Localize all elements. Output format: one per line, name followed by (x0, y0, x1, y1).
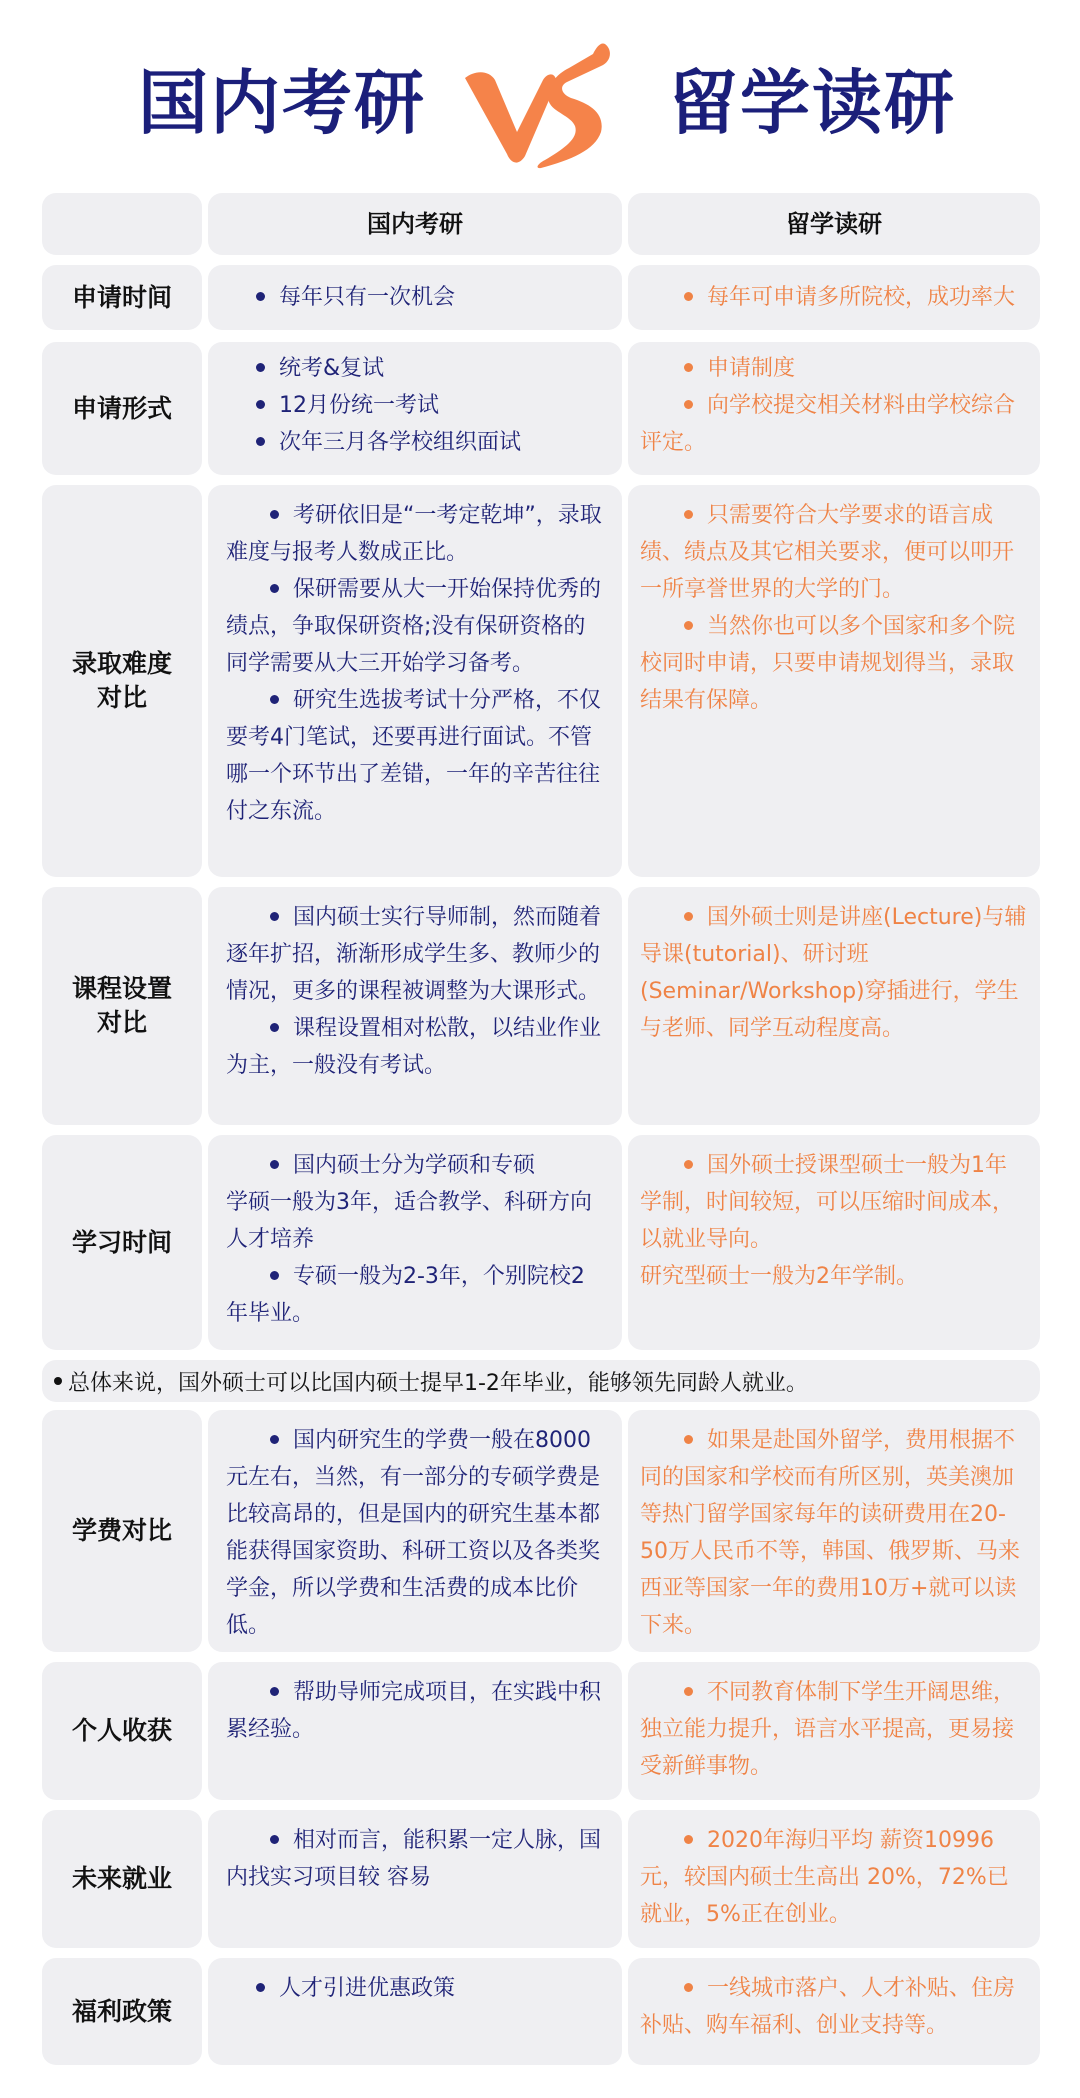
bullet-item: 国外硕士则是讲座(Lecture)与辅导课(tutorial)、研讨班(Seminar/Workshop)穿插进行，学生与老师、同学互动程度高。 (640, 905, 1027, 1041)
bullet-icon (684, 1835, 693, 1844)
domestic-cell (208, 1958, 622, 2065)
bullet-item: 考研依旧是“一考定乾坤”，录取难度与报考人数成正比。 (226, 503, 602, 565)
summary-note: 总体来说，国外硕士可以比国内硕士提早1-2年毕业，能够领先同龄人就业。 (42, 1360, 1040, 1402)
table-row (42, 1810, 1040, 1948)
table-row (42, 265, 1040, 330)
bullet-icon (270, 912, 279, 921)
title-domestic: 国内考研 (138, 62, 426, 144)
bullet-item: 不同教育体制下学生开阔思维，独立能力提升，语言水平提高，更易接受新鲜事物。 (640, 1680, 1016, 1779)
bullet-item: 课程设置相对松散，以结业作业为主，一般没有考试。 (226, 1016, 602, 1078)
row-label: 申请形式 (42, 342, 202, 475)
domestic-cell (208, 1662, 622, 1800)
table-row (42, 887, 1040, 1125)
bullet-item: 每年可申请多所院校，成功率大 (640, 279, 1028, 316)
bullet-icon (684, 1160, 693, 1169)
bullet-item: 相对而言，能积累一定人脉，国内找实习项目较 容易 (226, 1828, 602, 1890)
header-abroad: 留学读研 (628, 193, 1040, 255)
domestic-cell (208, 887, 622, 1125)
abroad-cell (628, 887, 1040, 1125)
abroad-cell (628, 1810, 1040, 1948)
bullet-icon (270, 1835, 279, 1844)
bullet-icon (684, 400, 693, 409)
bullet-icon (684, 510, 693, 519)
bullet-icon (270, 1023, 279, 1032)
row-label: 个人收获 (42, 1662, 202, 1800)
domestic-cell (208, 265, 622, 330)
row-label: 学习时间 (42, 1135, 202, 1350)
table-row (42, 1410, 1040, 1652)
bullet-item: 国内硕士分为学硕和专硕 (226, 1147, 604, 1184)
bullet-icon (256, 437, 265, 446)
row-label: 福利政策 (42, 1958, 202, 2065)
bullet-item: 国内硕士实行导师制，然而随着逐年扩招，渐渐形成学生多、教师少的情况，更多的课程被调整为大课形式。 (226, 905, 602, 1004)
bullet-icon (270, 510, 279, 519)
bullet-item: 专硕一般为2-3年，个别院校2年毕业。 (226, 1264, 585, 1326)
bullet-item: 每年只有一次机会 (226, 279, 604, 316)
bullet-icon (256, 1983, 265, 1992)
bullet-icon (684, 292, 693, 301)
row-label: 未来就业 (42, 1810, 202, 1948)
bullet-item: 统考&复试 (226, 350, 604, 387)
bullet-icon (256, 292, 265, 301)
bullet-icon (684, 912, 693, 921)
table-row (42, 1958, 1040, 2065)
abroad-cell (628, 1958, 1040, 2065)
bullet-icon (684, 621, 693, 630)
domestic-cell (208, 1135, 622, 1350)
bullet-item: 人才引进优惠政策 (226, 1970, 604, 2007)
abroad-cell (628, 1135, 1040, 1350)
bullet-item: 12月份统一考试 (226, 387, 604, 424)
row-label: 课程设置 对比 (42, 887, 202, 1125)
row-label: 学费对比 (42, 1410, 202, 1652)
bullet-icon (256, 363, 265, 372)
bullet-icon (270, 695, 279, 704)
bullet-item: 国内研究生的学费一般在8000元左右，当然，有一部分的专硕学费是比较高昂的，但是国内的研究生基本都能获得国家资助、科研工资以及各类奖学金，所以学费和生活费的成本比价低。 (226, 1428, 601, 1638)
page-title (0, 52, 1080, 152)
abroad-cell (628, 1662, 1040, 1800)
row-label: 申请时间 (42, 265, 202, 330)
bullet-icon (270, 584, 279, 593)
bullet-item: 申请制度 (640, 350, 1028, 387)
bullet-item: 一线城市落户、人才补贴、住房补贴、购车福利、创业支持等。 (640, 1976, 1016, 2038)
bullet-item: 次年三月各学校组织面试 (226, 424, 604, 461)
table-row (42, 1662, 1040, 1800)
abroad-cell (628, 485, 1040, 877)
bullet-item: 如果是赴国外留学，费用根据不同的国家和学校而有所区别，英美澳加等热门留学国家每年的读研费用在20-50万人民币不等，韩国、俄罗斯、马来西亚等国家一年的费用10万+就可以读下来。 (640, 1428, 1020, 1638)
text-line: 研究型硕士一般为2年学制。 (640, 1264, 918, 1289)
abroad-cell (628, 342, 1040, 475)
header-domestic: 国内考研 (208, 193, 622, 255)
vs-icon (455, 40, 625, 170)
row-label: 录取难度 对比 (42, 485, 202, 877)
bullet-icon (54, 1377, 62, 1385)
bullet-item: 国外硕士授课型硕士一般为1年学制，时间较短，可以压缩时间成本，以就业导向。 (640, 1153, 1015, 1252)
domestic-cell (208, 342, 622, 475)
bullet-icon (270, 1687, 279, 1696)
table-row (42, 1135, 1040, 1350)
text-line: 学硕一般为3年，适合教学、科研方向人才培养 (226, 1190, 592, 1252)
bullet-item: 2020年海归平均 薪资10996元，较国内硕士生高出 20%，72%已就业，5%正在创业。 (640, 1828, 1009, 1927)
bullet-icon (684, 1435, 693, 1444)
bullet-icon (684, 1983, 693, 1992)
bullet-icon (270, 1271, 279, 1280)
bullet-icon (270, 1435, 279, 1444)
bullet-item: 只需要符合大学要求的语言成绩、绩点及其它相关要求，便可以叩开一所享誉世界的大学的门。 (640, 503, 1015, 602)
bullet-item: 研究生选拔考试十分严格，不仅要考4门笔试，还要再进行面试。不管哪一个环节出了差错，一年的辛苦往往付之东流。 (226, 688, 602, 824)
bullet-icon (684, 1687, 693, 1696)
abroad-cell (628, 265, 1040, 330)
domestic-cell (208, 1810, 622, 1948)
bullet-item: 帮助导师完成项目，在实践中积累经验。 (226, 1680, 602, 1742)
header-empty-cell (42, 193, 202, 255)
bullet-icon (684, 363, 693, 372)
bullet-item: 当然你也可以多个国家和多个院校同时申请，只要申请规划得当，录取结果有保障。 (640, 614, 1016, 713)
abroad-cell (628, 1410, 1040, 1652)
table-header (42, 193, 1040, 255)
bullet-item: 保研需要从大一开始保持优秀的绩点，争取保研资格;没有保研资格的同学需要从大三开始学习备考。 (226, 577, 602, 676)
bullet-item: 向学校提交相关材料由学校综合评定。 (640, 393, 1016, 455)
bullet-icon (256, 400, 265, 409)
domestic-cell (208, 485, 622, 877)
title-abroad: 留学读研 (668, 62, 956, 144)
bullet-icon (270, 1160, 279, 1169)
table-row (42, 342, 1040, 475)
table-row (42, 485, 1040, 877)
domestic-cell (208, 1410, 622, 1652)
